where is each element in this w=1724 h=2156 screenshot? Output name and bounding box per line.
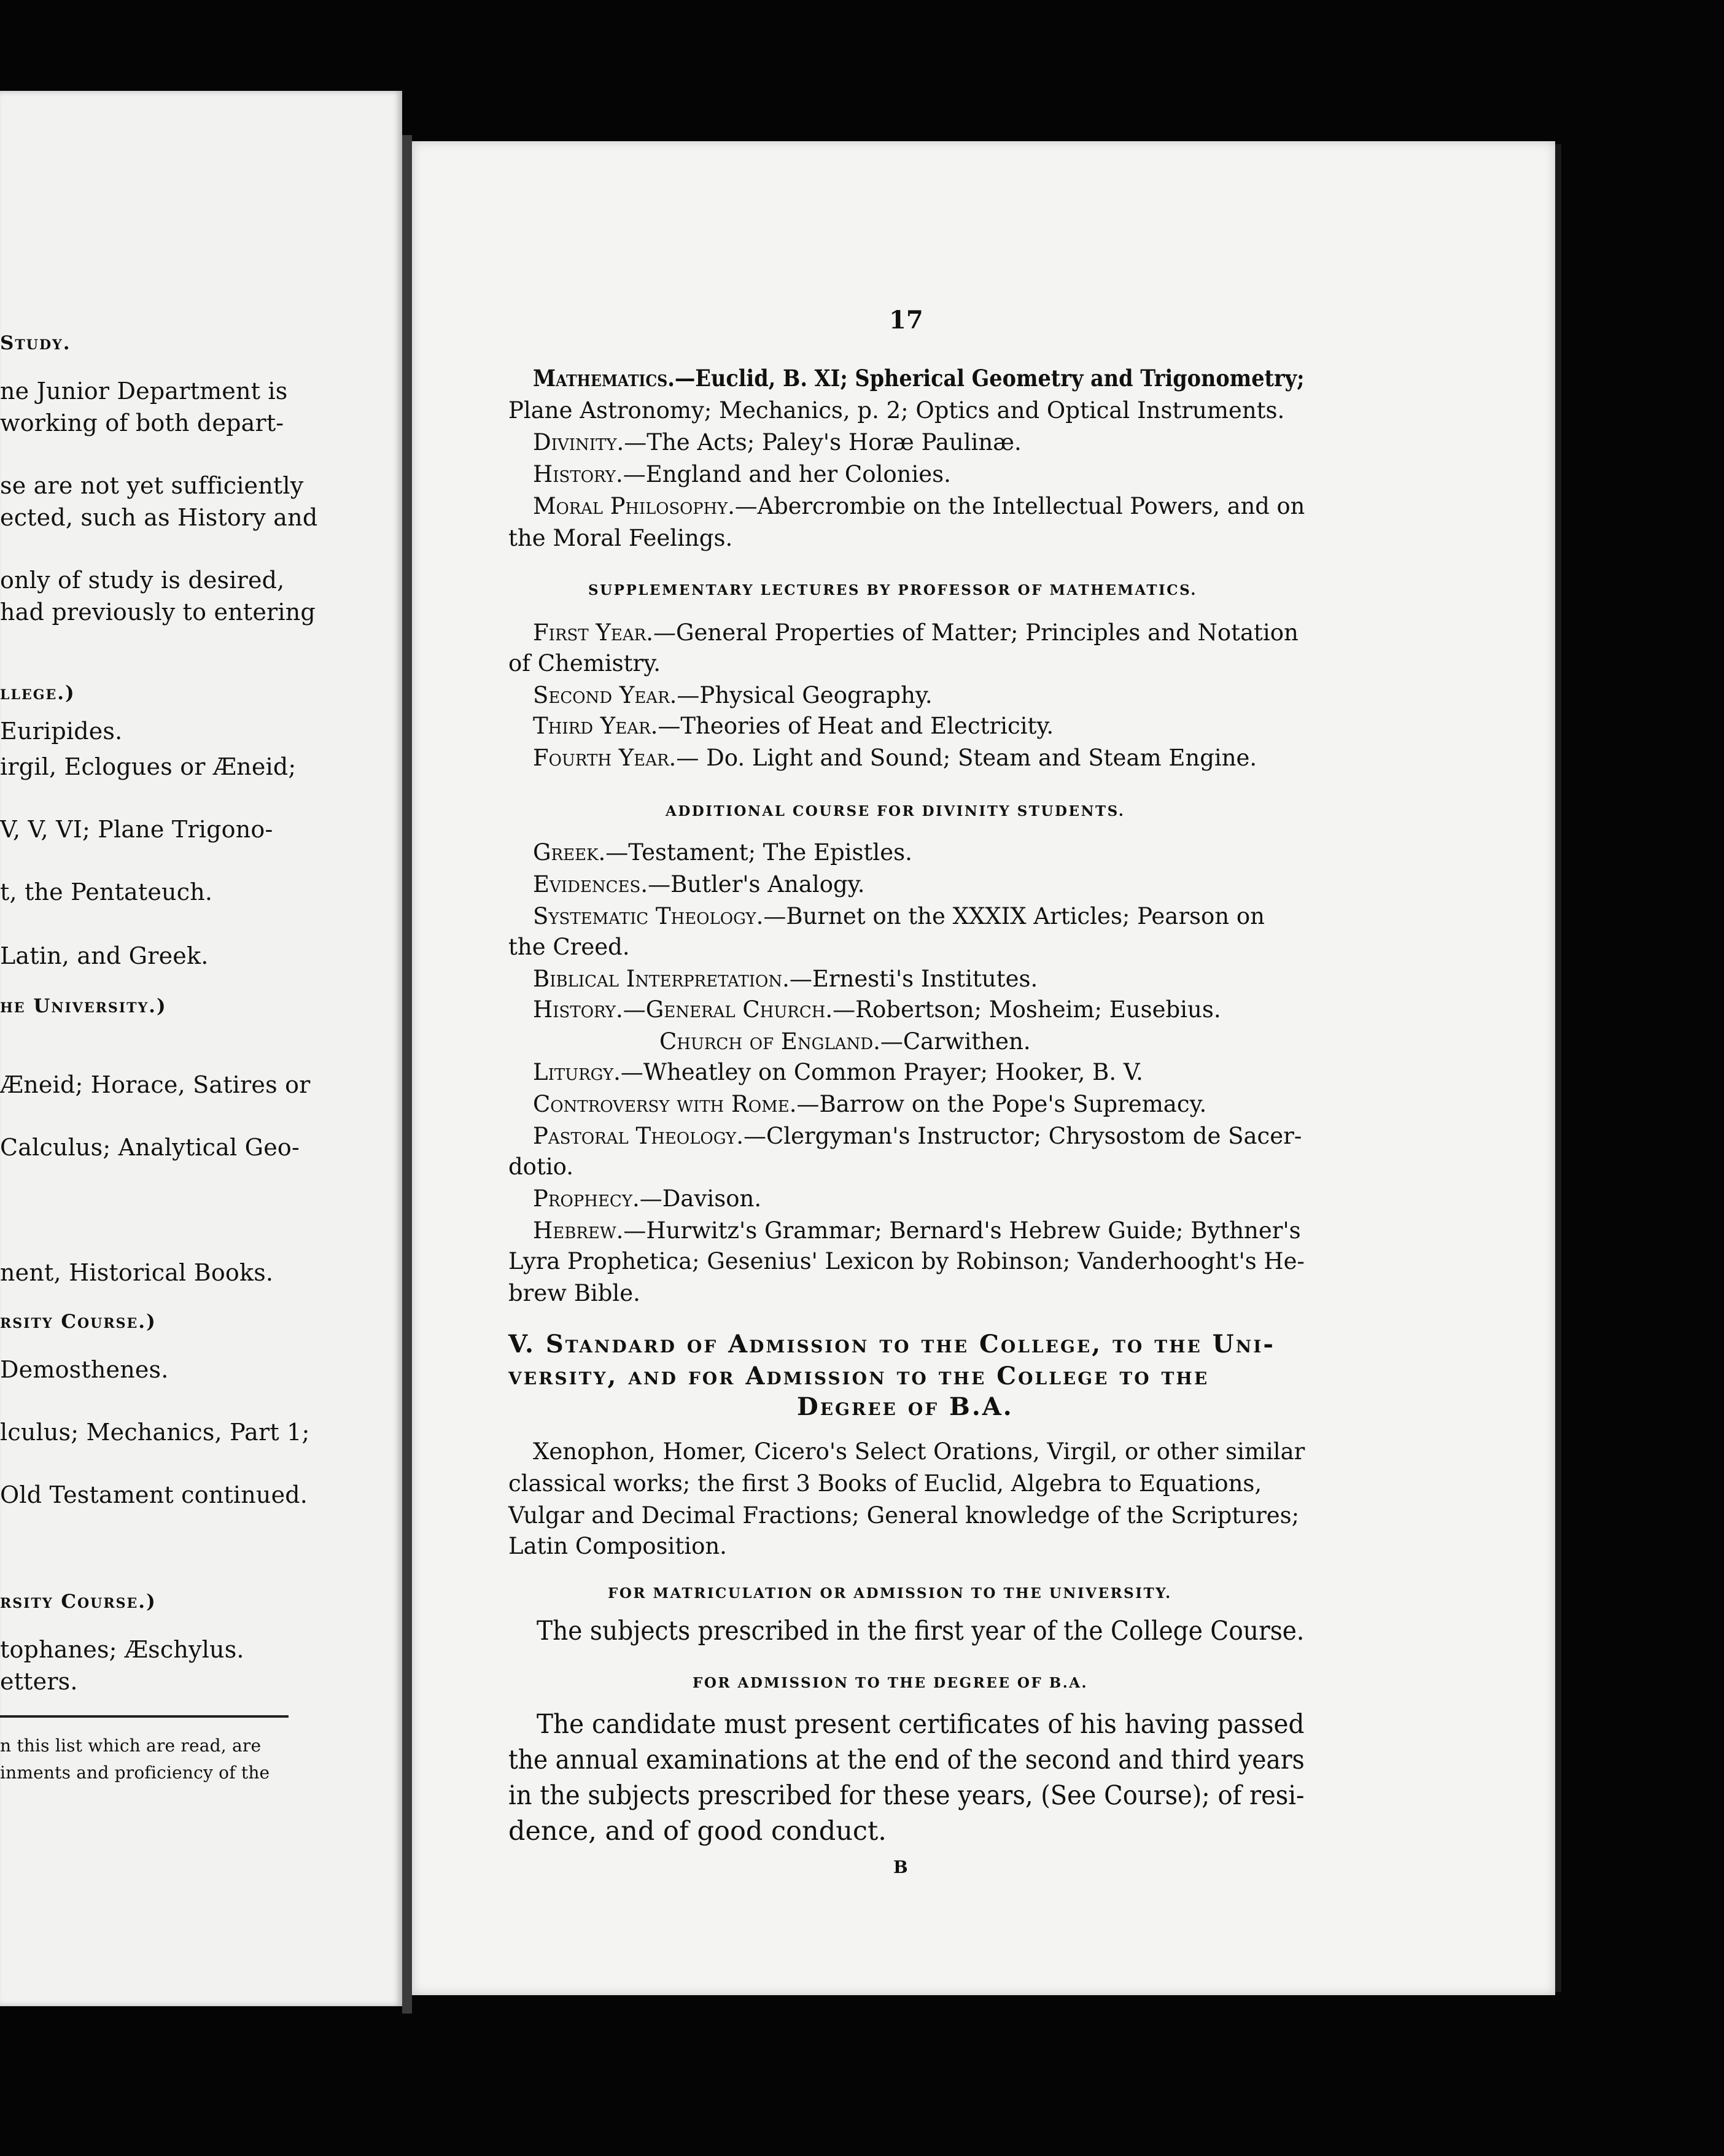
systematic-theology-entry bbox=[533, 905, 1265, 928]
entry-label: Controversy with Rome. bbox=[533, 1091, 797, 1117]
footnote-line: n this list which are read, are bbox=[0, 1735, 262, 1756]
entry-label: Liturgy. bbox=[533, 1059, 621, 1085]
entry-continuation: Plane Astronomy; Mechanics, p. 2; Optics and Optical Instruments. bbox=[508, 397, 1285, 424]
evidences-entry bbox=[533, 873, 864, 896]
controversy-entry bbox=[533, 1093, 1206, 1115]
signature-mark: B bbox=[893, 1857, 908, 1877]
degree-paragraph: The candidate must present certificates of his having passed bbox=[537, 1709, 1305, 1740]
entry-label: Biblical Interpretation. bbox=[533, 966, 790, 992]
left-line: nent, Historical Books. bbox=[0, 1259, 274, 1286]
left-line: irgil, Eclogues or Æneid; bbox=[0, 753, 297, 780]
hebrew-entry bbox=[533, 1219, 1301, 1242]
entry-text: —The Acts; Paley's Horæ Paulinæ. bbox=[624, 429, 1022, 456]
left-line: Æneid; Horace, Satires or bbox=[0, 1071, 311, 1098]
entry-text: —Robertson; Mosheim; Eusebius. bbox=[833, 996, 1221, 1023]
entry-label: Prophecy. bbox=[533, 1185, 640, 1212]
divinity-students-heading: ADDITIONAL COURSE FOR DIVINITY STUDENTS. bbox=[666, 803, 1125, 820]
church-of-england-entry bbox=[659, 1030, 1031, 1053]
entry-label: Second Year. bbox=[533, 682, 677, 708]
fourth-year-entry bbox=[533, 746, 1257, 769]
entry-label: Mathematics. bbox=[533, 365, 675, 392]
prophecy-entry bbox=[533, 1187, 761, 1210]
left-line: tophanes; Æschylus. bbox=[0, 1636, 244, 1663]
entry-label: History. bbox=[533, 461, 623, 487]
book-gutter bbox=[402, 135, 412, 2014]
left-line: etters. bbox=[0, 1668, 78, 1695]
entry-continuation: Lyra Prophetica; Gesenius' Lexicon by Robinson; Vanderhooght's He- bbox=[508, 1248, 1305, 1274]
entry-label: First Year. bbox=[533, 619, 653, 646]
third-year-entry bbox=[533, 715, 1054, 737]
entry-continuation: brew Bible. bbox=[508, 1280, 640, 1306]
divinity-entry bbox=[533, 431, 1022, 454]
degree-heading: FOR ADMISSION TO THE DEGREE OF B.A. bbox=[693, 1675, 1089, 1691]
entry-label: Fourth Year. bbox=[533, 745, 677, 771]
entry-text: —England and her Colonies. bbox=[623, 461, 951, 487]
entry-text: —Euclid, B. XI; Spherical Geometry and Trigonometry; bbox=[674, 365, 1305, 392]
left-line: V, V, VI; Plane Trigono- bbox=[0, 816, 273, 843]
footnote-line: inments and proficiency of the bbox=[0, 1762, 270, 1783]
entry-continuation: the Creed. bbox=[508, 934, 630, 960]
left-line: se are not yet sufficiently bbox=[0, 472, 304, 499]
entry-text: —Abercrombie on the Intellectual Powers, and on bbox=[734, 493, 1305, 519]
left-line: llege.) bbox=[0, 682, 76, 704]
admission-paragraph: Vulgar and Decimal Fractions; General knowledge of the Scriptures; bbox=[508, 1502, 1300, 1529]
entry-text: —Burnet on the XXXIX Articles; Pearson on bbox=[763, 903, 1265, 929]
left-line: Study. bbox=[0, 332, 71, 354]
entry-label: Divinity. bbox=[533, 429, 624, 456]
entry-text: — Do. Light and Sound; Steam and Steam Engine. bbox=[676, 745, 1257, 771]
entry-text: —Carwithen. bbox=[880, 1028, 1031, 1055]
matriculation-text: The subjects prescribed in the first year of the College Course. bbox=[537, 1616, 1305, 1646]
left-line: Euripides. bbox=[0, 718, 123, 745]
history-entry bbox=[533, 463, 951, 486]
admission-paragraph: Xenophon, Homer, Cicero's Select Orations, Virgil, or other similar bbox=[533, 1438, 1305, 1465]
entry-label: Hebrew. bbox=[533, 1217, 624, 1244]
left-line: ne Junior Department is bbox=[0, 378, 288, 405]
left-line: he University.) bbox=[0, 995, 167, 1017]
entry-continuation: the Moral Feelings. bbox=[508, 525, 733, 551]
general-church-entry bbox=[533, 998, 1221, 1021]
left-line: rsity Course.) bbox=[0, 1591, 157, 1613]
pastoral-theology-entry bbox=[533, 1125, 1302, 1147]
page-number: 17 bbox=[889, 306, 923, 335]
left-line: only of study is desired, bbox=[0, 567, 285, 594]
left-line: Old Testament continued. bbox=[0, 1481, 308, 1508]
entry-text: —Testament; The Epistles. bbox=[605, 839, 912, 866]
entry-label: Greek. bbox=[533, 839, 606, 866]
left-line: Calculus; Analytical Geo- bbox=[0, 1134, 300, 1161]
left-line: working of both depart- bbox=[0, 409, 284, 436]
entry-text: —General Properties of Matter; Principles and Notation bbox=[653, 619, 1299, 646]
moral-philosophy-entry bbox=[533, 495, 1305, 518]
supplementary-heading: SUPPLEMENTARY LECTURES BY PROFESSOR OF MATHEMATICS. bbox=[588, 582, 1197, 599]
left-line: had previously to entering bbox=[0, 599, 316, 626]
entry-text: —Clergyman's Instructor; Chrysostom de Sacer- bbox=[744, 1123, 1302, 1149]
entry-text: —Davison. bbox=[639, 1185, 762, 1212]
entry-label: Systematic Theology. bbox=[533, 903, 764, 929]
entry-label: Third Year. bbox=[533, 713, 658, 739]
entry-label: Evidences. bbox=[533, 871, 648, 898]
entry-continuation: of Chemistry. bbox=[508, 650, 661, 677]
section-v-heading: V. Standard of Admission to the College, to the Uni- bbox=[508, 1330, 1275, 1359]
entry-text: —Theories of Heat and Electricity. bbox=[658, 713, 1054, 739]
entry-text: —Barrow on the Pope's Supremacy. bbox=[796, 1091, 1207, 1117]
entry-label: Church of England. bbox=[659, 1028, 880, 1055]
entry-text: —Physical Geography. bbox=[677, 682, 933, 708]
section-v-heading: Degree of B.A. bbox=[797, 1392, 1014, 1421]
footnote-rule bbox=[0, 1715, 289, 1718]
degree-paragraph: dence, and of good conduct. bbox=[508, 1816, 887, 1847]
admission-paragraph: Latin Composition. bbox=[508, 1533, 727, 1559]
entry-text: —Ernesti's Institutes. bbox=[789, 966, 1038, 992]
entry-continuation: dotio. bbox=[508, 1154, 574, 1180]
liturgy-entry bbox=[533, 1061, 1143, 1084]
biblical-interpretation-entry bbox=[533, 967, 1038, 990]
greek-entry bbox=[533, 841, 912, 864]
left-line: Demosthenes. bbox=[0, 1356, 169, 1383]
entry-text: —Butler's Analogy. bbox=[648, 871, 865, 898]
left-line: ected, such as History and bbox=[0, 504, 318, 531]
section-v-heading: versity, and for Admission to the College to the bbox=[508, 1362, 1210, 1390]
left-line: t, the Pentateuch. bbox=[0, 878, 213, 905]
left-line: lculus; Mechanics, Part 1; bbox=[0, 1419, 310, 1446]
left-page bbox=[0, 91, 402, 2006]
entry-label: Moral Philosophy. bbox=[533, 493, 735, 519]
admission-paragraph: classical works; the first 3 Books of Euclid, Algebra to Equations, bbox=[508, 1470, 1262, 1497]
entry-text: —Wheatley on Common Prayer; Hooker, B. V. bbox=[620, 1059, 1143, 1085]
matriculation-heading: FOR MATRICULATION OR ADMISSION TO THE UNIVERSITY. bbox=[608, 1585, 1172, 1602]
degree-paragraph: the annual examinations at the end of the second and third years bbox=[508, 1745, 1305, 1775]
page-edge bbox=[1555, 144, 1561, 1992]
left-line: Latin, and Greek. bbox=[0, 942, 209, 969]
second-year-entry bbox=[533, 684, 933, 707]
degree-paragraph: in the subjects prescribed for these years, (See Course); of resi- bbox=[508, 1780, 1305, 1811]
first-year-entry bbox=[533, 621, 1299, 644]
entry-label: History.—General Church. bbox=[533, 996, 833, 1023]
entry-label: Pastoral Theology. bbox=[533, 1123, 744, 1149]
left-line: rsity Course.) bbox=[0, 1311, 157, 1333]
entry-text: —Hurwitz's Grammar; Bernard's Hebrew Guide; Bythner's bbox=[623, 1217, 1301, 1244]
mathematics-entry bbox=[533, 367, 1305, 390]
